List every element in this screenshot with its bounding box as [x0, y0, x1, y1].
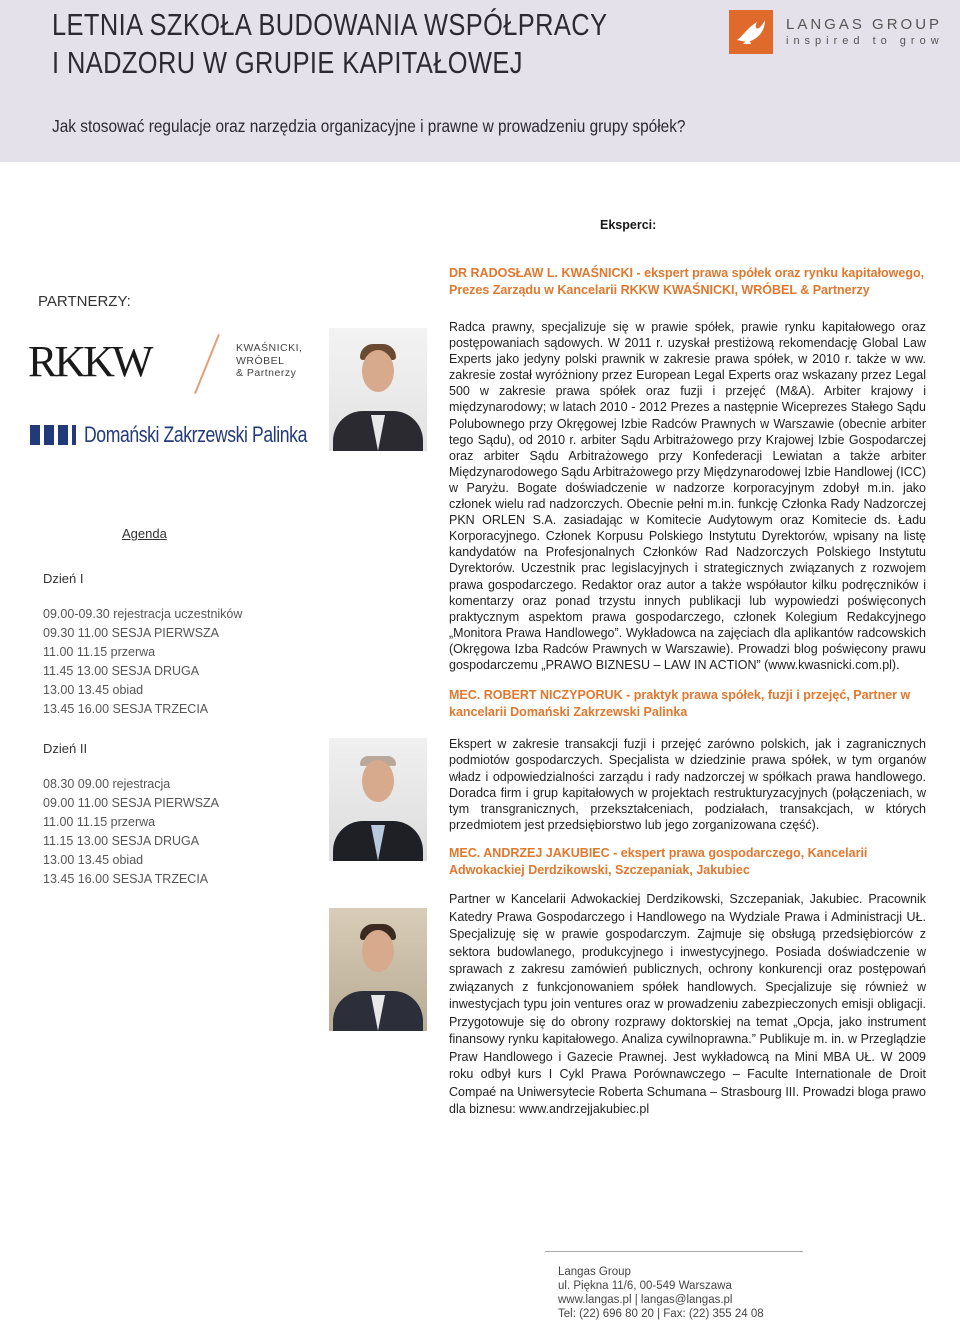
- rkkw-logo-slash: [194, 334, 220, 394]
- agenda-item: 11.15 13.00 SESJA DRUGA: [43, 834, 200, 848]
- langas-logo: [729, 10, 773, 54]
- expert-3-bio: Partner w Kancelarii Adwokackiej Derdzikowski, Szczepaniak, Jakubiec. Pracownik Katedry Prawa Gospodarczego i Handlowego na Wydziale Prawa i Administracji UŁ. Specjalizuję się w prawie gospodarczym. Zajmuje się obsługą przedsiębiorców z sektora budowlanego, produkcyjnego i inwestycyjnego. Posiada doświadczenie w sprawach z zakresu zamówień publicznych, ochrony konkurencji oraz postępowań związanych z funkcjonowaniem spółek handlowych. Specjalizuje się również w inwestycjach typu join ventures oraz w prowadzeniu zabezpieczonych emisji obligacji. Przygotowuje się do obrony rozprawy doktorskiej na temat „Opcja, jako instrument finansowy rynku kapitałowego. Analiza cywilnoprawna.” Publikuje m. in. w Przeglądzie Praw Handlowego i Gazecie Prawnej. Jest wykładowcą na Mini MBA UŁ. W 2009 roku odbył kurs I Cykl Prawa Porównawczego – Faculte Internationale de Droit Compaé na Uniwersytecie Roberta Schumana – Strasbourg III. Prowadzi bloga prawo dla biznesu: www.andrzejjakubiec.pl: [449, 892, 926, 1116]
- dzp-logo: Domański Zakrzewski Palinka: [84, 422, 307, 447]
- day-1-label: Dzień I: [43, 571, 84, 586]
- agenda-item: 09.30 11.00 SESJA PIERWSZA: [43, 626, 220, 640]
- footer-contact[interactable]: www.langas.pl | langas@langas.pl: [558, 1294, 733, 1306]
- expert-photo-kwasnicki: [329, 328, 427, 451]
- expert-1-title: [449, 265, 929, 299]
- agenda-item: 13.00 13.45 obiad: [43, 683, 144, 697]
- logo-name: LANGAS GROUP: [786, 16, 943, 33]
- header-banner: [0, 0, 960, 162]
- rkkw-name-3: & Partnerzy: [236, 367, 297, 379]
- footer-divider: [545, 1251, 803, 1252]
- footer-company: Langas Group: [558, 1266, 631, 1278]
- rkkw-name-1: KWAŚNICKI,: [236, 342, 303, 354]
- expert-1-role: - ekspert prawa spółek oraz rynku kapitałowego, Prezes Zarządu w Kancelarii RKKW KWAŚNICKI, WRÓBEL & Partnerzy: [449, 266, 925, 297]
- agenda-item: 11.45 13.00 SESJA DRUGA: [43, 664, 200, 678]
- rkkw-logo-names: [236, 342, 302, 380]
- day-2-label: Dzień II: [43, 741, 88, 756]
- bird-icon: [729, 10, 773, 54]
- dzp-logo-mark: [30, 425, 78, 445]
- expert-2-title: [449, 687, 929, 721]
- footer-phone: Tel: (22) 696 80 20 | Fax: (22) 355 24 08: [558, 1308, 764, 1320]
- agenda-item: 11.00 11.15 przerwa: [43, 815, 156, 829]
- agenda-item: 13.45 16.00 SESJA TRZECIA: [43, 702, 209, 716]
- agenda-item: 09.00-09.30 rejestracja uczestników: [43, 607, 243, 621]
- experts-heading: Eksperci:: [600, 218, 657, 232]
- expert-1-name: DR RADOSŁAW L. KWAŚNICKI: [449, 266, 634, 280]
- page-title: [52, 6, 607, 82]
- rkkw-logo: RKKW: [28, 337, 151, 386]
- expert-photo-niczyporuk: [329, 738, 427, 861]
- agenda-item: 09.00 11.00 SESJA PIERWSZA: [43, 796, 220, 810]
- agenda-heading: Agenda: [122, 526, 167, 541]
- agenda-item: 13.00 13.45 obiad: [43, 853, 144, 867]
- title-line-2: I NADZORU W GRUPIE KAPITAŁOWEJ: [52, 45, 523, 80]
- page-subtitle: Jak stosować regulacje oraz narzędzia organizacyjne i prawne w prowadzeniu grupy spółek?: [52, 116, 686, 136]
- expert-3-title: [449, 845, 929, 879]
- expert-1-bio: Radca prawny, specjalizuje się w prawie spółek, prawie rynku kapitałowego oraz postępowaniach sądowych. W 2011 r. uzyskał prestiżową rekomendację Global Law Experts jako jedyny polski prawnik w zakresie prawa spółek, w 2010 r. także w ww. zakresie został wyróżniony przez European Legal Experts oraz wskazany przez Legal 500 w zakresie prawa spółek oraz fuzji i przejęć (M&A). Arbiter krajowy i międzynarodowy; w latach 2010 - 2012 Prezes a następnie Wiceprezes Stałego Sądu Polubownego przy Okręgowej Izbie Radców Prawnych w Warszawie (obecnie arbiter tego Sądu), od 2010 r. arbiter Sądu Arbitrażowego przy Krajowej Izbie Gospodarczej oraz arbiter Sądu Arbitrażowego przy Konfederacji Lewiatan a także arbiter Międzynarodowego Sądu Arbitrażowego przy Międzynarodowej Izbie Handlowej (ICC) w Paryżu. Bogate doświadczenie w nadzorze korporacyjnym zdobył m.in. jako członek wielu rad nadzorczych. Obecnie pełni m.in. funkcję Członka Rady Nadzorczej PKN ORLEN S.A. zasiadając w Komitecie Audytowym oraz Komitecie ds. Ładu Korporacyjnego. Członek Korpusu Polskiego Instytutu Dyrektorów, wpisany na listę kandydatów na Profesjonalnych Członków Rad Nadzorczych Polskiego Instytutu Dyrektorów. Uczestnik prac legislacyjnych i strategicznych związanych z rozwojem prawa gospodarczego. Redaktor oraz autor a także współautor kilku podręczników i komentarzy oraz ponad trzystu innych publikacji lub wypowiedzi poświęconych praktycznym aspektom prawa gospodarczego, członek Kolegium Redakcyjnego „Monitora Prawa Handlowego”. Wykładowca na zajęciach dla aplikantów radcowskich (Okręgowa Izba Radców Prawnych w Warszawie). Prowadzi blog poświęcony prawu gospodarczemu „PRAWO BIZNESU – LAW IN ACTION” (www.kwasnicki.com.pl).: [449, 320, 926, 672]
- agenda-item: 08.30 09.00 rejestracja: [43, 777, 171, 791]
- logo-tagline: inspired to grow: [786, 35, 944, 47]
- title-line-1: LETNIA SZKOŁA BUDOWANIA WSPÓŁPRACY: [52, 7, 608, 42]
- footer-address: ul. Piękna 11/6, 00-549 Warszawa: [558, 1280, 732, 1292]
- expert-3-name: MEC. ANDRZEJ JAKUBIEC: [449, 846, 610, 860]
- expert-2-bio: Ekspert w zakresie transakcji fuzji i przejęć zarówno polskich, jak i zagranicznych podmiotów gospodarczych. Specjalista w dziedzinie prawa spółek, w tym organów władz i odpowiedzialności zarządu i rady nadzorczej w spółkach prawa handlowego. Doradca firm i grup kapitałowych w projektach restrukturyzacyjnych (połączeniach, w tym transgranicznych, przekształceniach, podziałach, transakcjach, w których przedmiotem jest przedsiębiorstwo lub jego zorganizowana część).: [449, 737, 926, 833]
- agenda-item: 11.00 11.15 przerwa: [43, 645, 156, 659]
- agenda-item: 13.45 16.00 SESJA TRZECIA: [43, 872, 209, 886]
- expert-2-name: MEC. ROBERT NICZYPORUK: [449, 688, 623, 702]
- expert-3-role: - ekspert prawa gospodarczego, Kancelarii Adwokackiej Derdzikowski, Szczepaniak, Jakubiec: [449, 846, 868, 877]
- expert-2-role: - praktyk prawa spółek, fuzji i przejęć, Partner w kancelarii Domański Zakrzewski Palinka: [449, 688, 911, 719]
- rkkw-name-2: WRÓBEL: [236, 354, 285, 367]
- expert-photo-jakubiec: [329, 908, 427, 1031]
- partners-heading: PARTNERZY:: [38, 293, 131, 310]
